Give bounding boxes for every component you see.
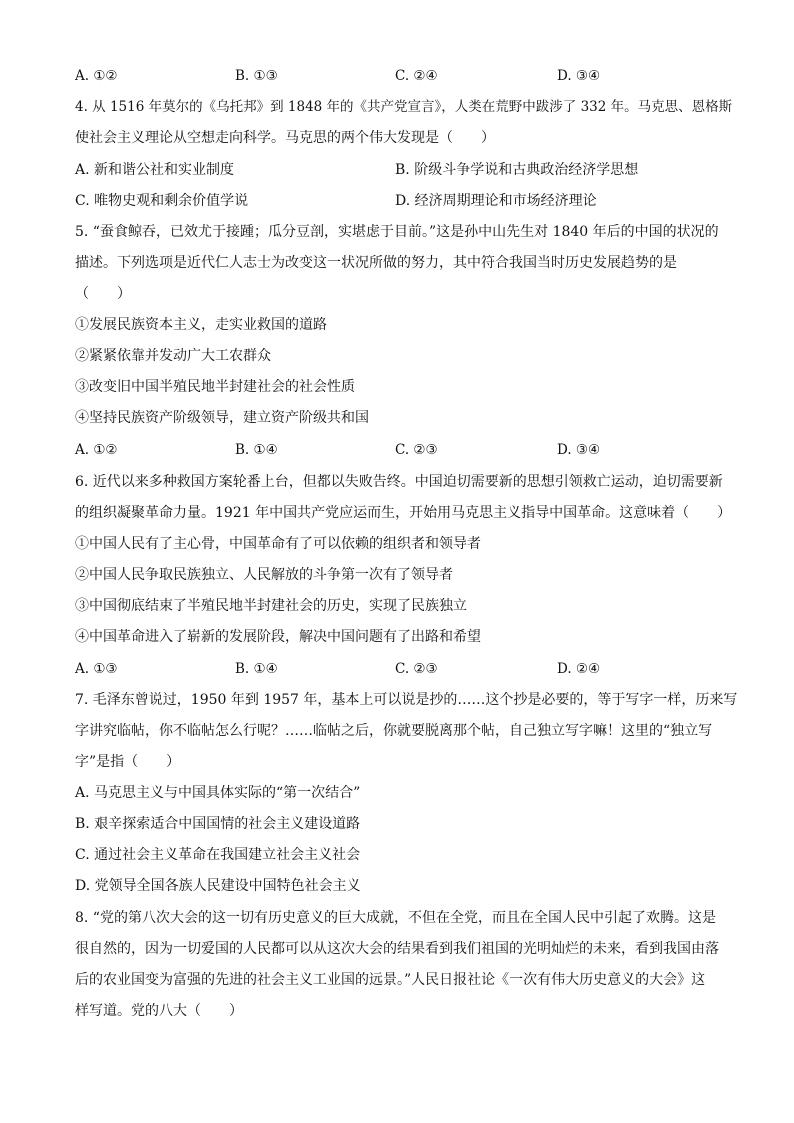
q6-option-b[interactable]: B. ①④ — [235, 661, 278, 677]
q4-stem-line1: 4. 从 1516 年莫尔的《乌托邦》到 1848 年的《共产党宣言》，人类在荒野中跋涉了 332 年。马克思、恩格斯 — [75, 99, 733, 115]
q5-stem-line1: 5. “蚕食鲸吞，已效尤于接踵；瓜分豆剖，实堪虑于目前。”这是孙中山先生对 1840 年后的中国的状况的 — [75, 224, 719, 240]
q3-option-d[interactable]: D. ③④ — [557, 68, 601, 84]
q7-option-b[interactable]: B. 艰辛探索适合中国国情的社会主义建设道路 — [75, 816, 361, 832]
q7-stem-line2: 字讲究临帖，你不临帖怎么行呢？……临帖之后，你就要脱离那个帖，自己独立写字嘛！这里的“独立写 — [75, 723, 713, 739]
q5-option-d[interactable]: D. ③④ — [557, 442, 601, 458]
q5-stem-line3: （ ） — [75, 286, 131, 302]
q6-item-2: ②中国人民争取民族独立、人民解放的斗争第一次有了领导者 — [75, 567, 453, 583]
q6-option-c[interactable]: C. ②③ — [395, 661, 438, 677]
q4-stem-line2: 使社会主义理论从空想走向科学。马克思的两个伟大发现是（ ） — [75, 130, 495, 146]
q7-option-a[interactable]: A. 马克思主义与中国具体实际的“第一次结合” — [75, 785, 361, 801]
q5-item-4: ④坚持民族资产阶级领导，建立资产阶级共和国 — [75, 410, 369, 426]
q7-stem-line3: 字”是指（ ） — [75, 754, 181, 770]
q6-option-d[interactable]: D. ②④ — [557, 661, 601, 677]
q6-stem-line1: 6. 近代以来多种救国方案轮番上台，但都以失败告终。中国迫切需要新的思想引领救亡运动，迫切需要新 — [75, 474, 723, 490]
q6-options — [75, 659, 735, 679]
q5-option-c[interactable]: C. ②③ — [395, 442, 438, 458]
q4-option-a[interactable]: A. 新和谐公社和实业制度 — [75, 162, 235, 178]
q5-item-2: ②紧紧依靠并发动广大工农群众 — [75, 348, 271, 364]
q6-item-4: ④中国革命进入了崭新的发展阶段，解决中国问题有了出路和希望 — [75, 629, 481, 645]
q5-item-3: ③改变旧中国半殖民地半封建社会的社会性质 — [75, 379, 355, 395]
q3-options — [75, 66, 735, 86]
q8-stem-line1: 8. “党的第八次大会的这一切有历史意义的巨大成就，不但在全党，而且在全国人民中引起了欢腾。这是 — [75, 910, 716, 926]
q6-option-a[interactable]: A. ①③ — [75, 661, 118, 677]
q8-stem-line2: 很自然的，因为一切爱国的人民都可以从这次大会的结果看到我们祖国的光明灿烂的未来，看到我国由落 — [75, 941, 719, 957]
q3-option-b[interactable]: B. ①③ — [235, 68, 278, 84]
q8-stem-line3: 后的农业国变为富强的先进的社会主义工业国的远景。”人民日报社论《一次有伟大历史意义的大会》这 — [75, 972, 706, 988]
q5-option-b[interactable]: B. ①④ — [235, 442, 278, 458]
q5-options — [75, 440, 735, 460]
q3-option-c[interactable]: C. ②④ — [395, 68, 438, 84]
q4-options-row1 — [75, 160, 735, 180]
q4-options-row2 — [75, 191, 735, 211]
q7-stem-line1: 7. 毛泽东曾说过，1950 年到 1957 年，基本上可以说是抄的……这个抄是必要的，等于写字一样，历来写 — [75, 692, 738, 708]
q6-item-1: ①中国人民有了主心骨，中国革命有了可以依赖的组织者和领导者 — [75, 536, 481, 552]
q6-item-3: ③中国彻底结束了半殖民地半封建社会的历史，实现了民族独立 — [75, 598, 467, 614]
q5-item-1: ①发展民族资本主义，走实业救国的道路 — [75, 317, 327, 333]
q5-stem-line2: 描述。下列选项是近代仁人志士为改变这一状况所做的努力，其中符合我国当时历史发展趋势的是 — [75, 255, 677, 271]
q3-option-a[interactable]: A. ①② — [75, 68, 118, 84]
q7-option-d[interactable]: D. 党领导全国各族人民建设中国特色社会主义 — [75, 878, 361, 894]
q6-stem-line2: 的组织凝聚革命力量。1921 年中国共产党应运而生，开始用马克思主义指导中国革命。这意味着（ ） — [75, 505, 732, 521]
q7-option-c[interactable]: C. 通过社会主义革命在我国建立社会主义社会 — [75, 847, 361, 863]
q8-stem-line4: 样写道。党的八大（ ） — [75, 1003, 243, 1019]
q5-option-a[interactable]: A. ①② — [75, 442, 118, 458]
q4-option-d[interactable]: D. 经济周期理论和市场经济理论 — [395, 193, 597, 209]
q4-option-c[interactable]: C. 唯物史观和剩余价值学说 — [75, 193, 249, 209]
q4-option-b[interactable]: B. 阶级斗争学说和古典政治经济学思想 — [395, 162, 639, 178]
